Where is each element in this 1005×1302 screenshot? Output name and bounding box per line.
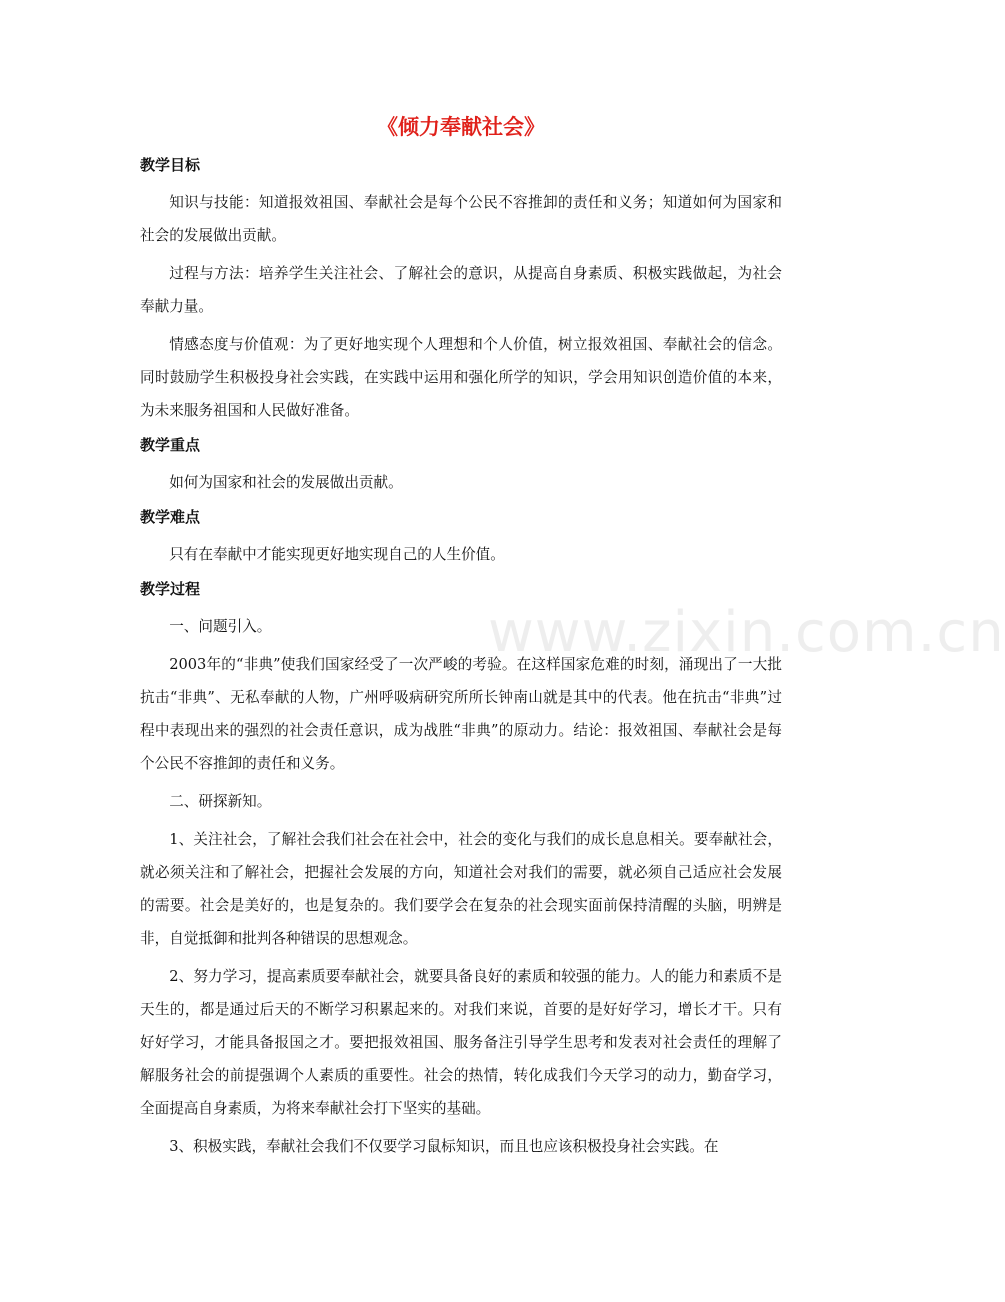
goals-attitude-paragraph: 情感态度与价值观：为了更好地实现个人理想和个人价值，树立报效祖国、奉献社会的信念。同时鼓励学生积极投身社会实践，在实践中运用和强化所学的知识，学会用知识创造价值的本来，为未来服务祖国和人民做好准备。	[140, 336, 782, 419]
watermark-text: www.zixin.com.cn	[488, 600, 1005, 665]
process-explore-heading: 二、研探新知。	[169, 793, 272, 810]
goals-method-paragraph: 过程与方法：培养学生关注社会、了解社会的意识，从提高自身素质、积极实践做起，为社会奉献力量。	[140, 265, 782, 315]
document-body	[140, 112, 782, 1168]
process-point-1-paragraph: 1、关注社会，了解社会我们社会在社会中，社会的变化与我们的成长息息相关。要奉献社会，就必须关注和了解社会，把握社会发展的方向，知道社会对我们的需要，就必须自己适应社会发展的需要。社会是美好的，也是复杂的。我们要学会在复杂的社会现实面前保持清醒的头脑，明辨是非，自觉抵御和批判各种错误的思想观念。	[140, 831, 782, 947]
key-points-paragraph: 如何为国家和社会的发展做出贡献。	[169, 474, 403, 491]
difficulties-paragraph: 只有在奉献中才能实现更好地实现自己的人生价值。	[169, 546, 505, 563]
goals-knowledge-paragraph: 知识与技能：知道报效祖国、奉献社会是每个公民不容推卸的责任和义务；知道如何为国家和社会的发展做出贡献。	[140, 194, 782, 244]
process-point-3-paragraph: 3、积极实践，奉献社会我们不仅要学习鼠标知识，而且也应该积极投身社会实践。在	[169, 1138, 719, 1155]
section-heading-key-points: 教学重点	[140, 436, 201, 454]
document-title: 《倾力奉献社会》	[377, 115, 545, 139]
section-heading-goals: 教学目标	[140, 156, 201, 174]
section-heading-process: 教学过程	[140, 580, 201, 598]
section-heading-difficulties: 教学难点	[140, 508, 201, 526]
process-point-2-paragraph: 2、努力学习，提高素质要奉献社会，就要具备良好的素质和较强的能力。人的能力和素质不是天生的，都是通过后天的不断学习积累起来的。对我们来说，首要的是好好学习，增长才干。只有好好学习，才能具备报国之才。要把报效祖国、服务备注引导学生思考和发表对社会责任的理解了解服务社会的前提强调个人素质的重要性。社会的热情，转化成我们今天学习的动力，勤奋学习，全面提高自身素质，为将来奉献社会打下坚实的基础。	[140, 968, 782, 1117]
process-intro-paragraph: 2003年的“非典”使我们国家经受了一次严峻的考验。在这样国家危难的时刻，涌现出了一大批抗击“非典”、无私奉献的人物，广州呼吸病研究所所长钟南山就是其中的代表。他在抗击“非典”过程中表现出来的强烈的社会责任意识，成为战胜“非典”的原动力。结论：报效祖国、奉献社会是每个公民不容推卸的责任和义务。	[140, 656, 782, 772]
process-intro-heading: 一、问题引入。	[169, 618, 272, 635]
